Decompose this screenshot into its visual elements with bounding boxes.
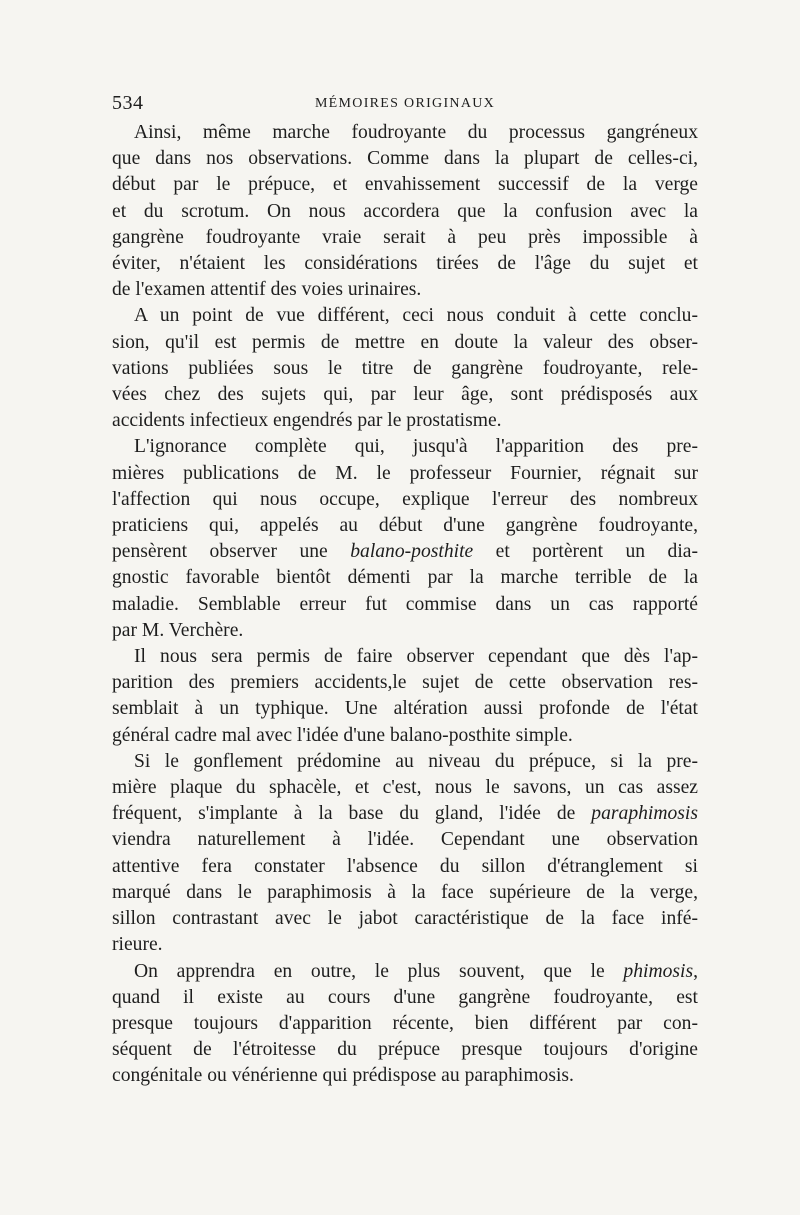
text-line: marqué dans le paraphimosis à la face supérieure de la verge,	[112, 881, 698, 903]
text-segment: ,	[693, 960, 698, 982]
text-segment: pensèrent observer une	[112, 541, 351, 563]
italic-term: paraphimosis	[591, 803, 698, 825]
text-line: sion, qu'il est permis de mettre en doute la valeur des obser-	[112, 331, 698, 353]
text-line: accidents infectieux engendrés par le prostatisme.	[112, 410, 502, 432]
page-number: 534	[112, 92, 144, 114]
text-line: quand il existe au cours d'une gangrène foudroyante, est	[112, 986, 698, 1008]
text-line: congénitale ou vénérienne qui prédispose au paraphimosis.	[112, 1065, 574, 1087]
paragraph-4	[112, 644, 698, 749]
text-line: mières publications de M. le professeur Fournier, régnait sur	[112, 462, 698, 484]
text-line: Il nous sera permis de faire observer cependant que dès l'ap-	[134, 646, 698, 668]
text-line: semblait à un typhique. Une altération aussi profonde de l'état	[112, 698, 698, 720]
text-line: l'affection qui nous occupe, explique l'erreur des nombreux	[112, 488, 698, 510]
text-line-with-italic	[112, 539, 698, 565]
text-line: Ainsi, même marche foudroyante du processus gangréneux	[134, 122, 698, 143]
text-line: Si le gonflement prédomine au niveau du prépuce, si la pre-	[134, 750, 698, 772]
text-line: séquent de l'étroitesse du prépuce presque toujours d'origine	[112, 1039, 698, 1061]
text-line: vées chez des sujets qui, par leur âge, sont prédisposés aux	[112, 384, 698, 406]
page-header	[112, 92, 698, 118]
text-line: L'ignorance complète qui, jusqu'à l'apparition des pre-	[134, 436, 698, 458]
text-segment: On apprendra en outre, le plus souvent, que le	[134, 960, 624, 982]
paragraph-2	[112, 303, 698, 434]
text-line: et du scrotum. On nous accordera que la confusion avec la	[112, 200, 698, 222]
text-line: que dans nos observations. Comme dans la plupart de celles-ci,	[112, 148, 698, 170]
text-line: maladie. Semblable erreur fut commise dans un cas rapporté	[112, 593, 698, 615]
text-line: sillon contrastant avec le jabot caractéristique de la face infé-	[112, 908, 698, 930]
text-segment: fréquent, s'implante à la base du gland, l'idée de	[112, 803, 592, 825]
text-line: vations publiées sous le titre de gangrène foudroyante, rele-	[112, 357, 698, 379]
text-line: par M. Verchère.	[112, 619, 244, 641]
text-line: mière plaque du sphacèle, et c'est, nous le savons, un cas assez	[112, 777, 698, 799]
text-line: gnostic favorable bientôt démenti par la marche terrible de la	[112, 567, 698, 589]
text-line: praticiens qui, appelés au début d'une gangrène foudroyante,	[112, 515, 698, 537]
text-line: éviter, n'étaient les considérations tirées de l'âge du sujet et	[112, 253, 698, 275]
text-line: presque toujours d'apparition récente, bien différent par con-	[112, 1012, 698, 1034]
text-line: viendra naturellement à l'idée. Cependant une observation	[112, 829, 698, 851]
italic-term: balano-posthite	[350, 541, 474, 563]
text-segment: et portèrent un dia-	[473, 541, 698, 563]
text-line-with-italic	[112, 959, 698, 985]
running-title: MÉMOIRES ORIGINAUX	[314, 96, 496, 111]
text-line: parition des premiers accidents,le sujet de cette observation res-	[112, 672, 698, 694]
text-line-with-italic	[112, 801, 698, 827]
paragraph-6	[112, 959, 698, 1090]
text-line: rieure.	[112, 934, 163, 956]
text-line: attentive fera constater l'absence du sillon d'étranglement si	[112, 855, 698, 877]
page	[112, 92, 698, 1090]
paragraph-1	[112, 120, 698, 303]
text-line: général cadre mal avec l'idée d'une balano-posthite simple.	[112, 724, 573, 746]
text-line: A un point de vue différent, ceci nous conduit à cette conclu-	[134, 305, 698, 327]
paragraph-3	[112, 434, 698, 644]
italic-term: phimosis	[623, 960, 694, 982]
text-line: de l'examen attentif des voies urinaires.	[112, 279, 422, 301]
text-line: début par le prépuce, et envahissement successif de la verge	[112, 174, 698, 196]
text-line: gangrène foudroyante vraie serait à peu près impossible à	[112, 226, 698, 248]
paragraph-5	[112, 749, 698, 959]
